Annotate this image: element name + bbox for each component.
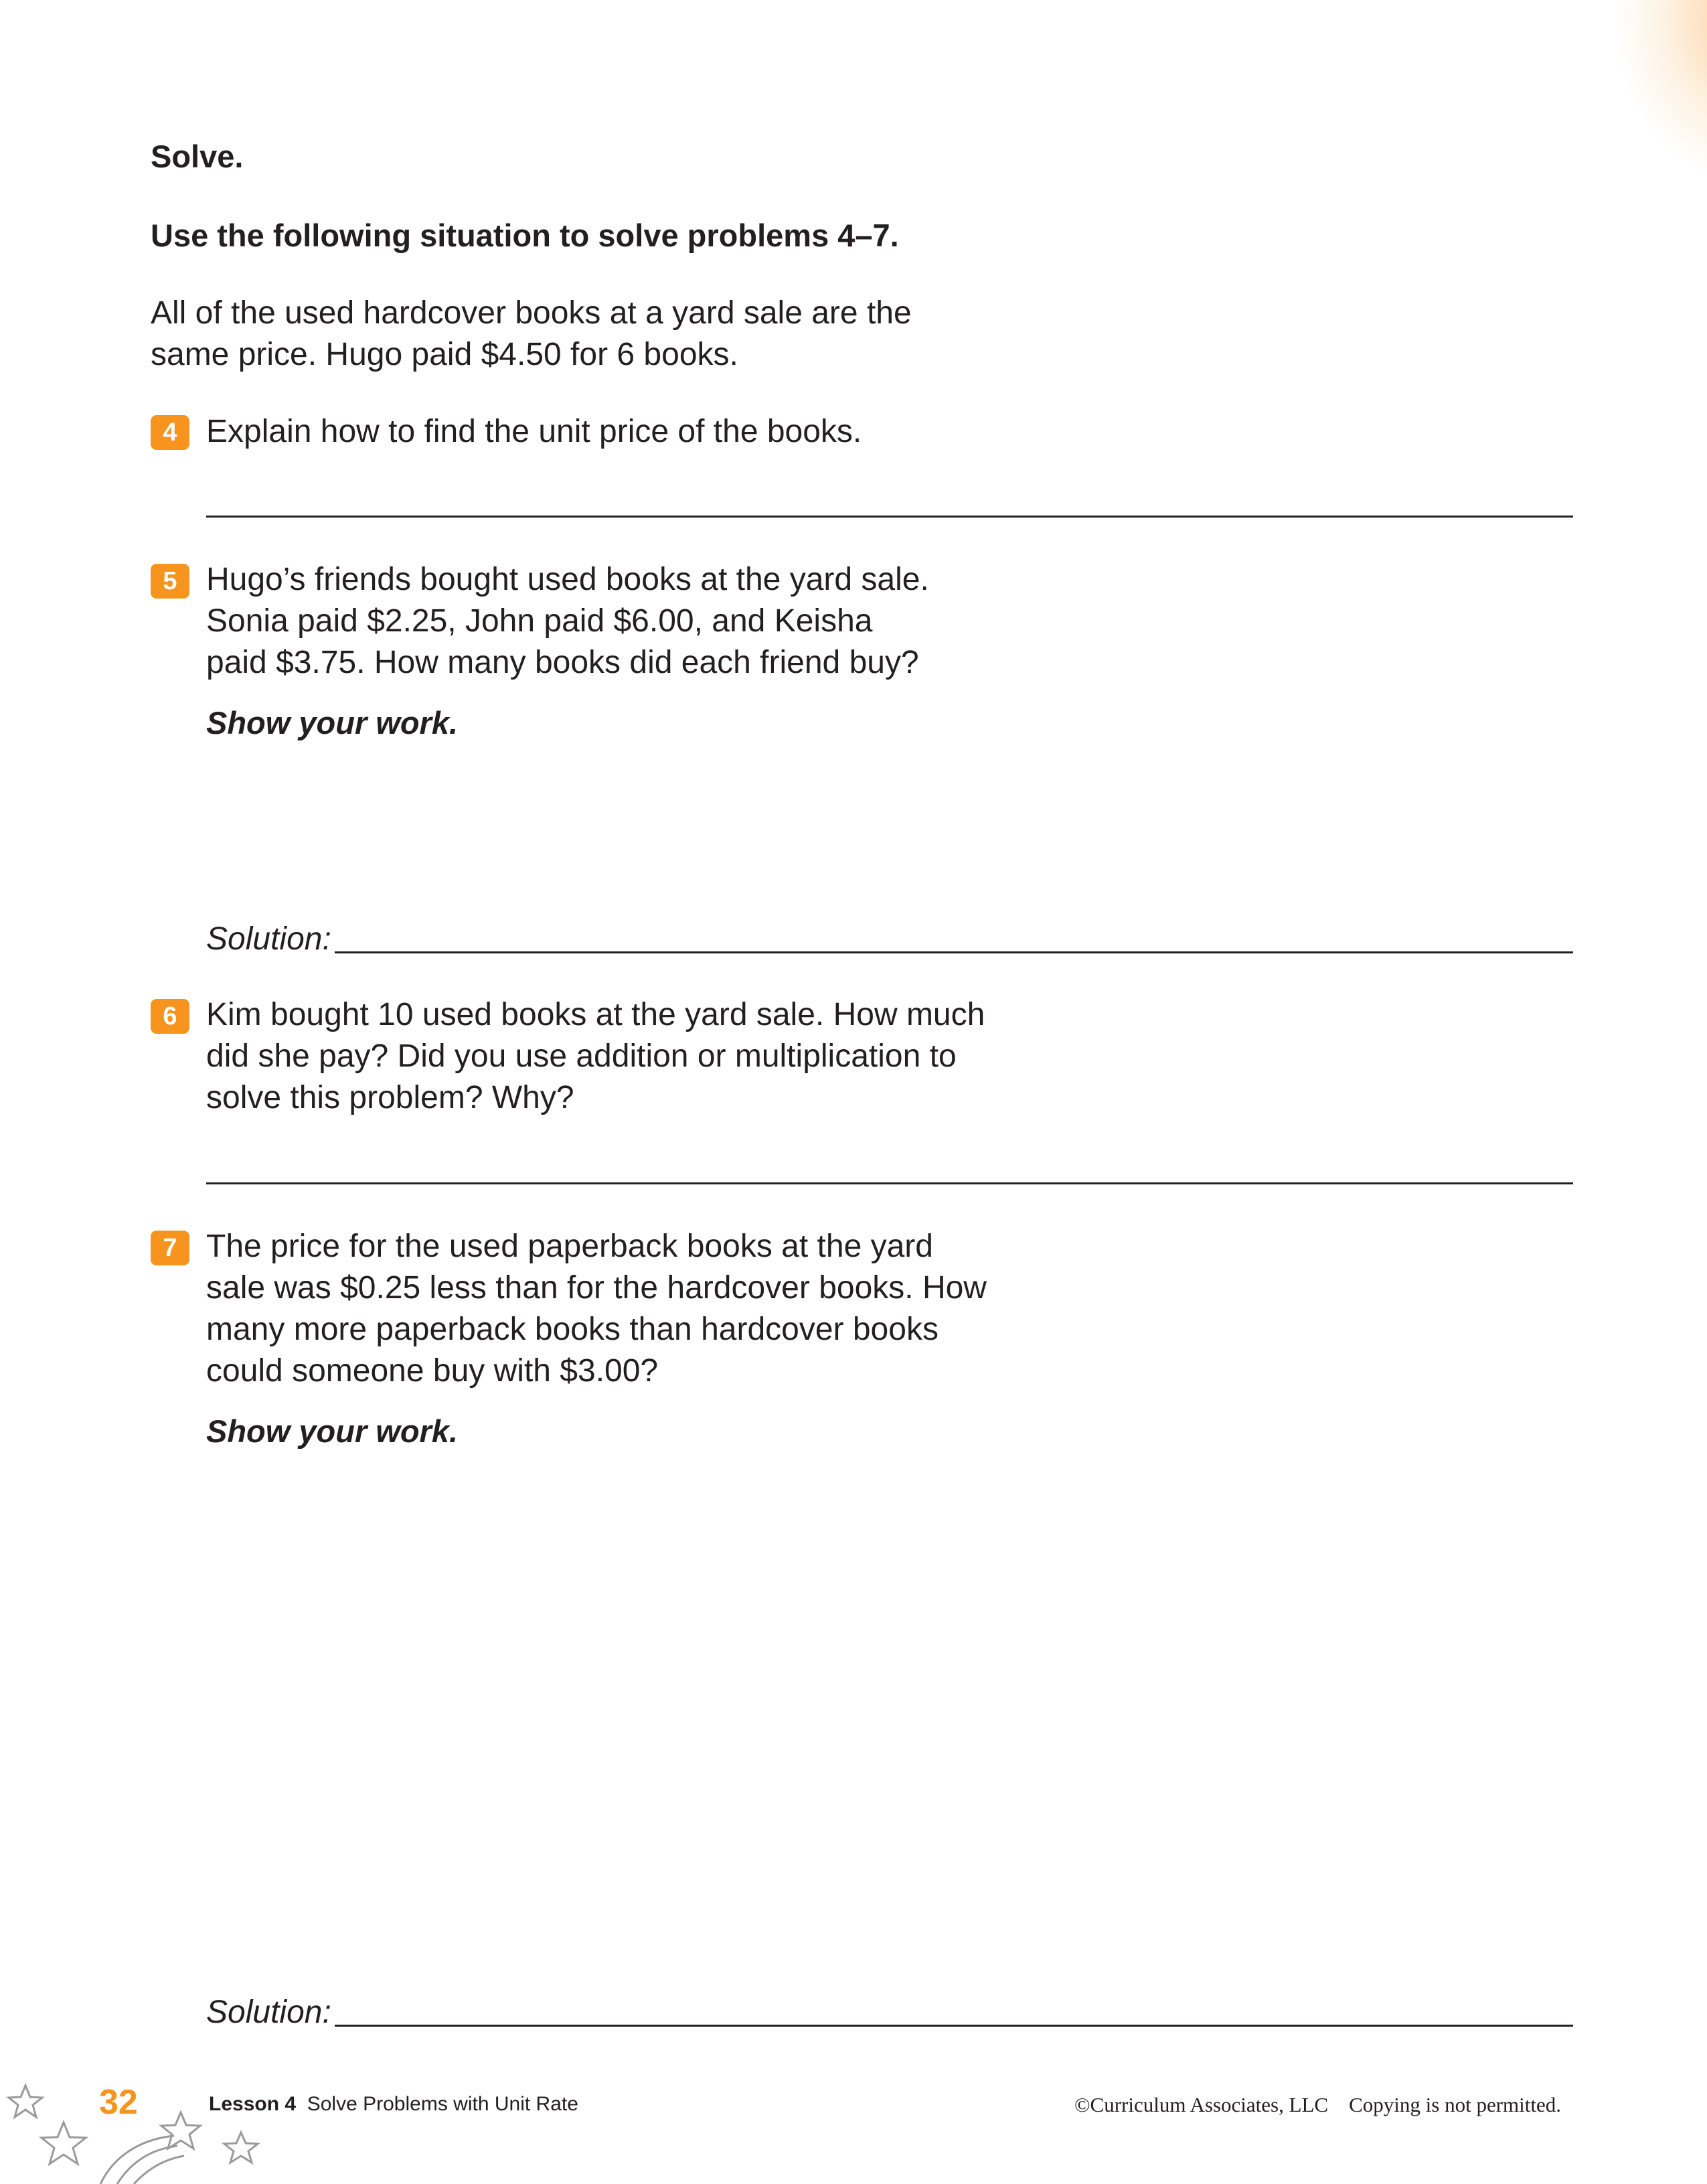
solve-heading: Solve.: [151, 139, 244, 174]
problem-number-badge: 7: [151, 1231, 189, 1265]
situation-text: [151, 293, 912, 376]
show-your-work-label: Show your work.: [206, 705, 459, 740]
lesson-footer: [209, 2093, 578, 2116]
problem-line: The price for the used paperback books at the yard: [206, 1229, 933, 1264]
corner-decoration: [1613, 0, 1707, 187]
problem-line: Kim bought 10 used books at the yard sale. How much: [206, 997, 985, 1032]
lesson-label: Lesson 4: [209, 2093, 297, 2115]
problem-line: Hugo’s friends bought used books at the yard sale.: [206, 562, 929, 597]
answer-line[interactable]: [206, 1182, 1573, 1184]
page-number: 32: [99, 2083, 138, 2122]
problem-line: paid $3.75. How many books did each friend buy?: [206, 645, 919, 680]
problem-line: many more paperback books than hardcover books: [206, 1312, 939, 1347]
solution-label: Solution:: [206, 921, 331, 957]
problem-line: Explain how to find the unit price of the books.: [206, 414, 862, 449]
solution-answer-line[interactable]: [335, 951, 1573, 953]
problem-number-badge: 5: [151, 564, 189, 599]
copyright-footer: [1074, 2093, 1561, 2117]
instructions-heading: Use the following situation to solve problems 4–7.: [151, 218, 899, 253]
situation-line: same price. Hugo paid $4.50 for 6 books.: [151, 337, 738, 372]
problem-line: solve this problem? Why?: [206, 1080, 574, 1115]
problem-line: did she pay? Did you use addition or multiplication to: [206, 1038, 957, 1074]
copying-notice: Copying is not permitted.: [1349, 2093, 1561, 2116]
problem-line: Sonia paid $2.25, John paid $6.00, and Keisha: [206, 603, 873, 639]
problem-line: could someone buy with $3.00?: [206, 1353, 659, 1389]
solution-label: Solution:: [206, 1995, 331, 2030]
problem-number-badge: 6: [151, 999, 189, 1034]
problem-line: sale was $0.25 less than for the hardcover books. How: [206, 1270, 987, 1306]
copyright-text: ©Curriculum Associates, LLC: [1074, 2093, 1329, 2116]
stars-decoration-icon: [0, 2062, 281, 2184]
problem-6-text: [206, 994, 1036, 1119]
problem-number-badge: 4: [151, 415, 189, 450]
lesson-title: Solve Problems with Unit Rate: [307, 2093, 578, 2115]
problem-4-text: [206, 411, 1036, 453]
problem-7-text: [206, 1226, 1036, 1392]
situation-line: All of the used hardcover books at a yard sale are the: [151, 295, 912, 331]
answer-line[interactable]: [206, 516, 1573, 518]
problem-5-text: [206, 559, 1036, 684]
solution-answer-line[interactable]: [335, 2025, 1573, 2027]
show-your-work-label: Show your work.: [206, 1413, 459, 1449]
